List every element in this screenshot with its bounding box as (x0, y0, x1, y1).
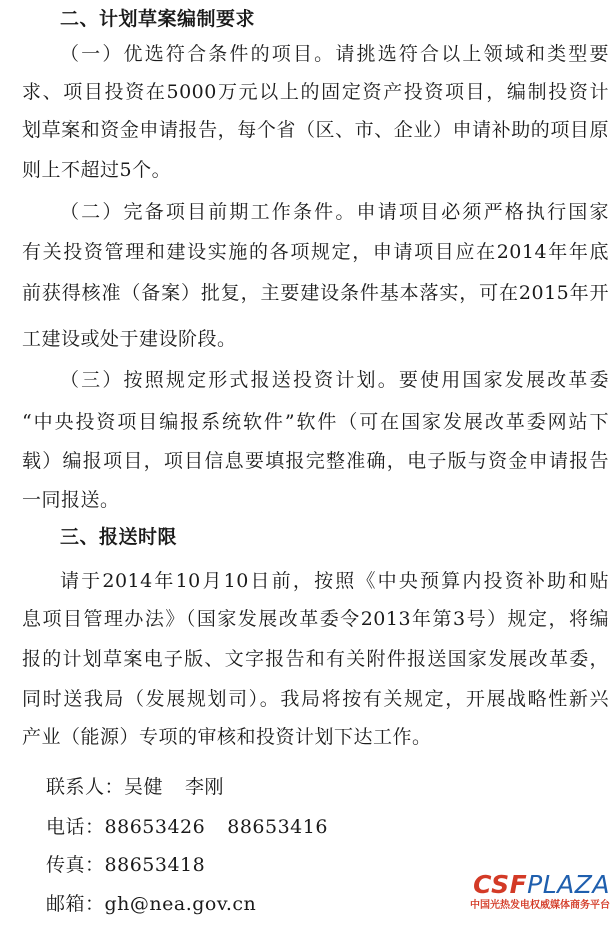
paragraph-line: （二）完备项目前期工作条件。申请项目必须严格执行国家 (60, 201, 609, 223)
paragraph-line: 报的计划草案电子版、文字报告和有关附件报送国家发展改革委， (22, 648, 609, 670)
watermark-plaza: PLAZA (527, 870, 610, 899)
paragraph-line: “中央投资项目编报系统软件”软件（可在国家发展改革委网站下 (22, 411, 609, 433)
contact-phone (46, 812, 446, 842)
watermark-csf: CSF (473, 870, 528, 899)
watermark-subtitle: 中国光热发电权威媒体商务平台 (470, 900, 610, 911)
contact-phone-1: 88653426 (104, 816, 206, 838)
contact-fax-number: 88653418 (104, 854, 206, 876)
section-2-heading: 二、计划草案编制要求 (60, 8, 256, 30)
paragraph-line: 息项目管理办法》（国家发展改革委令2013年第3号）规定，将编 (22, 608, 609, 630)
paragraph-line: 一同报送。 (22, 489, 120, 511)
paragraph-line: 同时送我局（发展规划司）。我局将按有关规定，开展战略性新兴 (22, 688, 609, 710)
contact-phone-label: 电话： (46, 816, 105, 838)
paragraph-line: 划草案和资金申请报告，每个省（区、市、企业）申请补助的项目原 (22, 119, 609, 141)
paragraph-line: 载）编报项目，项目信息要填报完整准确，电子版与资金申请报告 (22, 450, 609, 472)
paragraph-line: 产业（能源）专项的审核和投资计划下达工作。 (22, 726, 432, 748)
contact-email-address: gh@nea.gov.cn (104, 893, 257, 915)
contact-person-1: 吴健 (124, 776, 164, 798)
paragraph-line: 请于2014年10月10日前，按照《中央预算内投资补助和贴 (60, 570, 609, 592)
watermark-logo-text (460, 871, 610, 899)
paragraph-line: 前获得核准（备案）批复，主要建设条件基本落实，可在2015年开 (22, 282, 609, 304)
csfplaza-watermark-logo (460, 871, 610, 921)
contact-email (46, 889, 446, 919)
paragraph-line: 工建设或处于建设阶段。 (22, 328, 237, 350)
contact-person-2: 李刚 (185, 776, 225, 798)
section-3-heading: 三、报送时限 (60, 526, 178, 548)
contact-person (46, 772, 446, 802)
contact-phone-2: 88653416 (227, 816, 328, 838)
paragraph-line: 求、项目投资在5000万元以上的固定资产投资项目，编制投资计 (22, 81, 609, 103)
contact-email-label: 邮箱： (46, 893, 105, 915)
contact-fax-label: 传真： (46, 854, 105, 876)
paragraph-line: （一）优选符合条件的项目。请挑选符合以上领域和类型要 (60, 43, 609, 65)
paragraph-line: （三）按照规定形式报送投资计划。要使用国家发展改革委 (60, 369, 609, 391)
paragraph-line: 则上不超过5个。 (22, 159, 172, 181)
paragraph-line: 有关投资管理和建设实施的各项规定，申请项目应在2014年年底 (22, 241, 609, 263)
contact-fax (46, 850, 446, 880)
contact-person-label: 联系人： (46, 776, 125, 798)
